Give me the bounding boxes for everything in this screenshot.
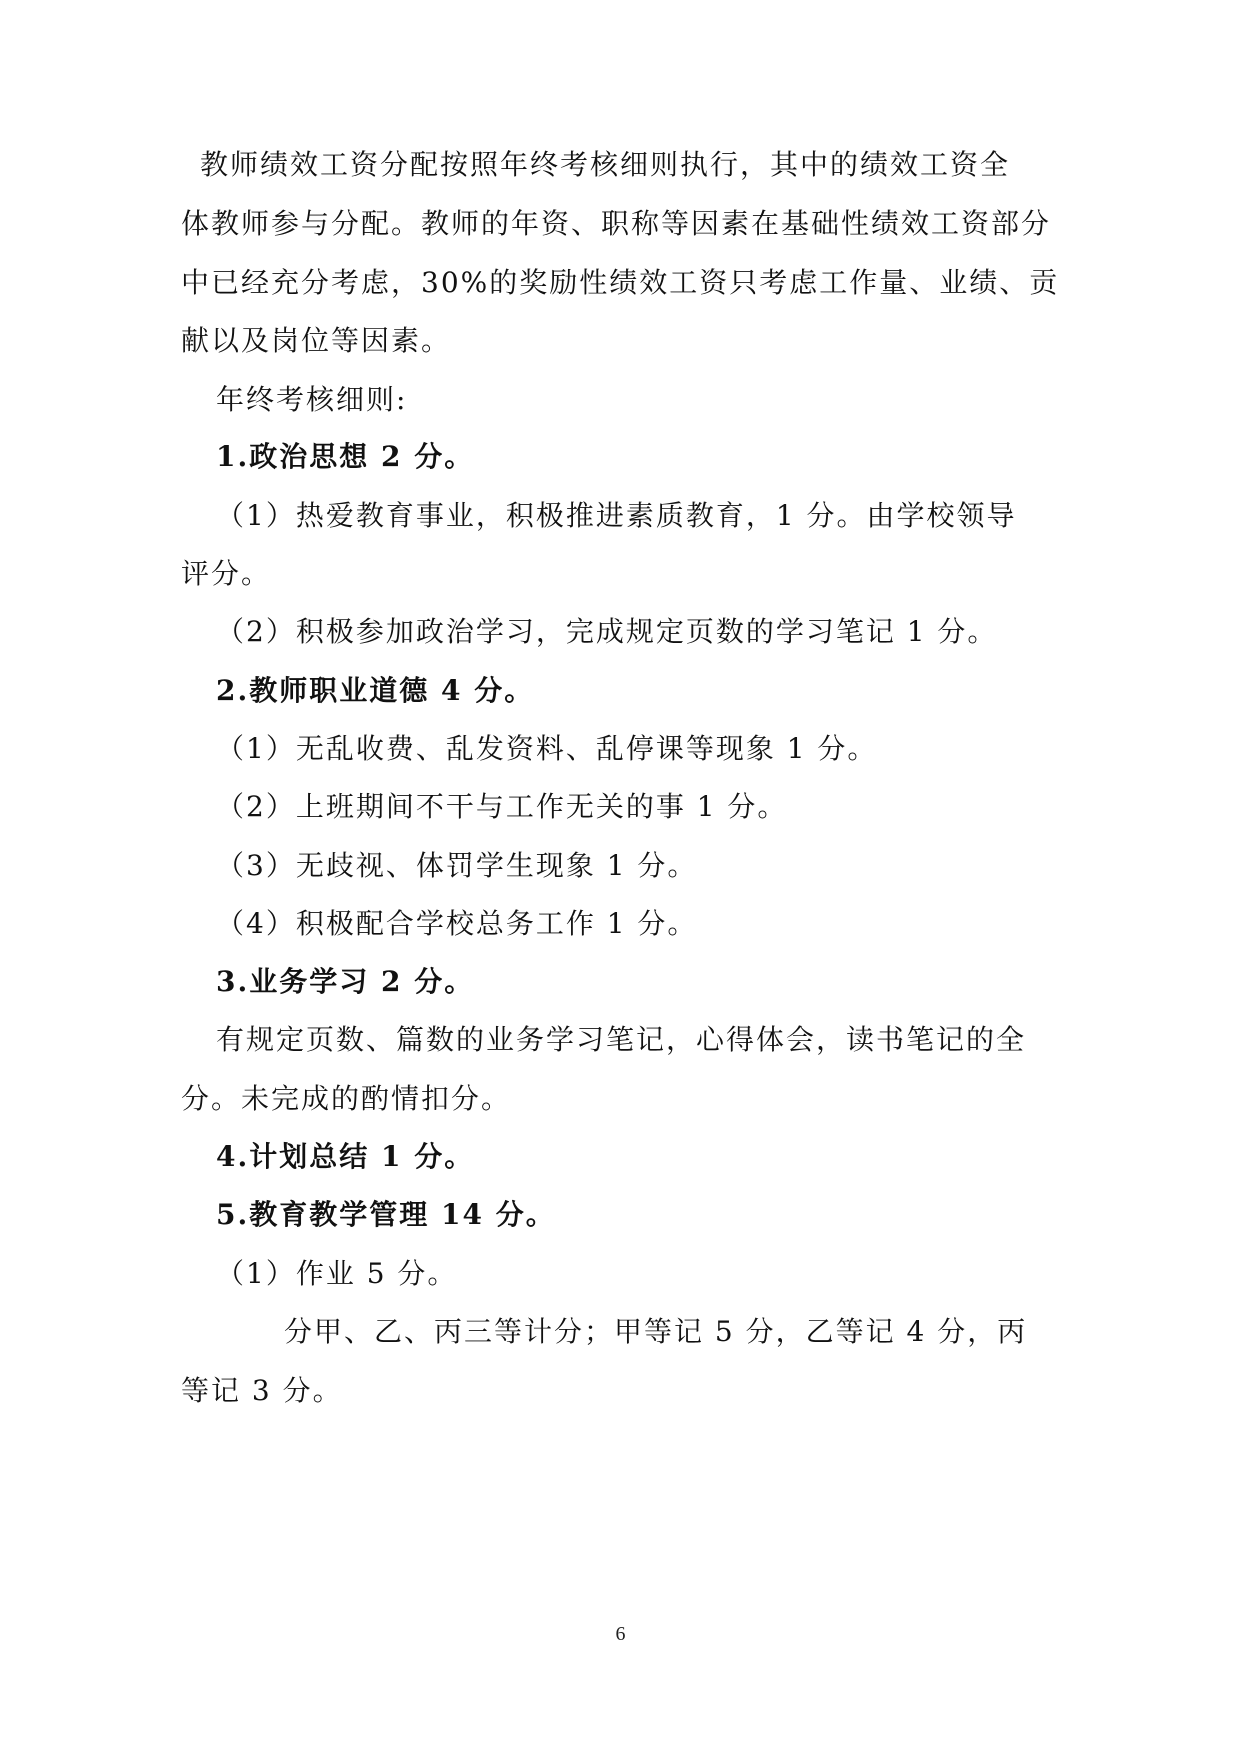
item-5-1: （1）作业 5 分。 (216, 1257, 458, 1290)
item-2-2: （2）上班期间不干与工作无关的事 1 分。 (216, 790, 788, 823)
item-2-3: （3）无歧视、体罚学生现象 1 分。 (216, 849, 698, 882)
item-1-1-line-1: （1）热爱教育事业，积极推进素质教育，1 分。由学校领导 (216, 499, 1017, 532)
section-heading-3: 3.业务学习 2 分。 (216, 965, 475, 998)
item-2-1: （1）无乱收费、乱发资料、乱停课等现象 1 分。 (216, 732, 878, 765)
paragraph-intro-line-3: 中已经充分考虑，30%的奖励性绩效工资只考虑工作量、业绩、贡 (181, 266, 1060, 299)
item-5-1-detail-line-2: 等记 3 分。 (181, 1374, 343, 1407)
section-heading-4: 4.计划总结 1 分。 (216, 1140, 475, 1173)
section-3-text-line-1: 有规定页数、篇数的业务学习笔记，心得体会，读书笔记的全 (216, 1023, 1027, 1056)
item-1-2: （2）积极参加政治学习，完成规定页数的学习笔记 1 分。 (216, 615, 998, 648)
item-1-1-line-2: 评分。 (181, 557, 272, 590)
page-number: 6 (615, 1623, 626, 1645)
paragraph-intro-line-4: 献以及岗位等因素。 (181, 324, 452, 357)
paragraph-intro-line-1: 教师绩效工资分配按照年终考核细则执行，其中的绩效工资全 (200, 148, 1011, 181)
item-5-1-detail-line-1: 分甲、乙、丙三等计分；甲等记 5 分，乙等记 4 分，丙 (284, 1315, 1028, 1348)
assessment-rules-heading: 年终考核细则: (216, 383, 408, 416)
paragraph-intro-line-2: 体教师参与分配。教师的年资、职称等因素在基础性绩效工资部分 (181, 207, 1052, 240)
section-3-text-line-2: 分。未完成的酌情扣分。 (181, 1082, 512, 1115)
item-2-4: （4）积极配合学校总务工作 1 分。 (216, 907, 698, 940)
section-heading-2: 2.教师职业道德 4 分。 (216, 674, 535, 707)
section-heading-5: 5.教育教学管理 14 分。 (216, 1198, 556, 1231)
section-heading-1: 1.政治思想 2 分。 (216, 440, 475, 473)
